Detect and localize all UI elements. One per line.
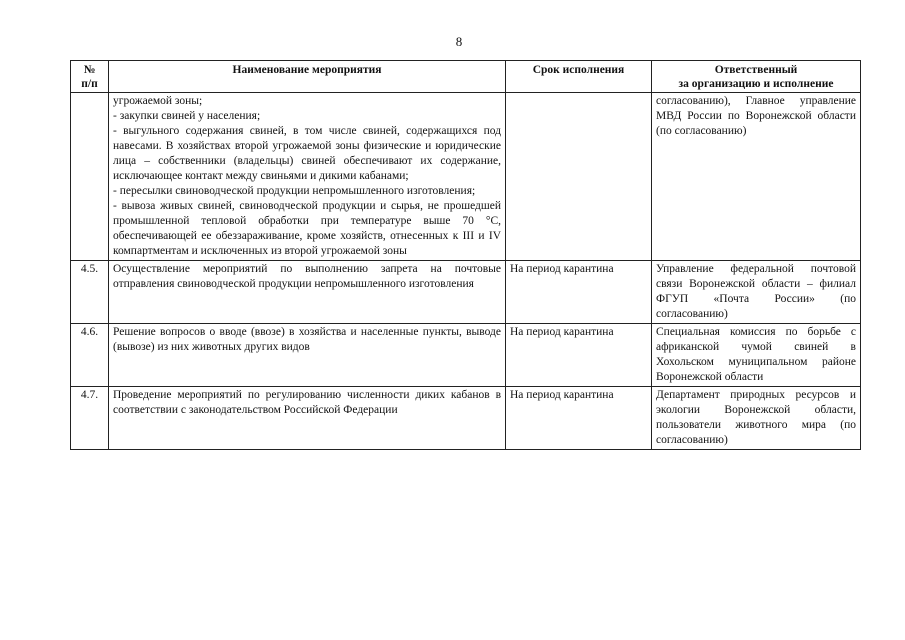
header-responsible-line-2: за организацию и исполнение <box>678 78 834 90</box>
row-number: 4.7. <box>71 387 109 450</box>
row-responsible: Специальная комиссия по борьбе с африканской чумой свиней в Хохольском муниципальном районе Воронежской области <box>652 324 861 387</box>
row-term: На период карантина <box>506 324 652 387</box>
row-name <box>109 93 506 261</box>
row-name: Решение вопросов о вводе (ввозе) в хозяйства и населенные пункты, выводе (вывозе) из них животных других видов <box>109 324 506 387</box>
header-name: Наименование мероприятия <box>109 61 506 93</box>
table-row <box>71 324 861 387</box>
row-term: На период карантина <box>506 261 652 324</box>
table-row <box>71 261 861 324</box>
header-number-line-1: № <box>83 64 96 76</box>
name-line: - выгульного содержания свиней, в том числе свиней, содержащихся под навесами. В хозяйствах второй угрожаемой зоны физические и юридические лица – собственники (владельцы) свиней обеспечивают их содержание, исключающее контакт между свиньями и дикими кабанами; <box>113 125 501 182</box>
header-number-line-2: п/п <box>81 78 98 90</box>
name-line: - пересылки свиноводческой продукции непромышленного изготовления; <box>113 185 476 197</box>
row-term: На период карантина <box>506 387 652 450</box>
row-name: Проведение мероприятий по регулированию численности диких кабанов в соответствии с законодательством Российской Федерации <box>109 387 506 450</box>
header-term: Срок исполнения <box>506 61 652 93</box>
name-line: угрожаемой зоны; <box>113 95 203 107</box>
row-number <box>71 93 109 261</box>
row-name: Осуществление мероприятий по выполнению запрета на почтовые отправления свиноводческой продукции непромышленного изготовления <box>109 261 506 324</box>
name-line: - закупки свиней у населения; <box>113 110 261 122</box>
row-responsible: Департамент природных ресурсов и экологии Воронежской области, пользователи животного мира (по согласованию) <box>652 387 861 450</box>
header-responsible-line-1: Ответственный <box>714 64 798 76</box>
table-row <box>71 93 861 261</box>
row-number: 4.5. <box>71 261 109 324</box>
row-responsible: согласованию), Главное управление МВД России по Воронежской области (по согласованию) <box>652 93 861 261</box>
page-number: 8 <box>455 34 463 49</box>
table-header-row <box>71 61 861 93</box>
row-responsible: Управление федеральной почтовой связи Воронежской области – филиал ФГУП «Почта России» (по согласованию) <box>652 261 861 324</box>
name-line: - вывоза живых свиней, свиноводческой продукции и сырья, не прошедшей промышленной тепловой обработки при температуре выше 70 °С, обеспечивающей ее обеззараживание, кроме хозяйств, отнесенных к III и IV компартментам и исключенных из второй угрожаемой зоны <box>113 200 501 257</box>
header-responsible <box>652 61 861 93</box>
measures-table <box>70 60 861 450</box>
row-number: 4.6. <box>71 324 109 387</box>
table-row <box>71 387 861 450</box>
row-term <box>506 93 652 261</box>
header-number <box>71 61 109 93</box>
